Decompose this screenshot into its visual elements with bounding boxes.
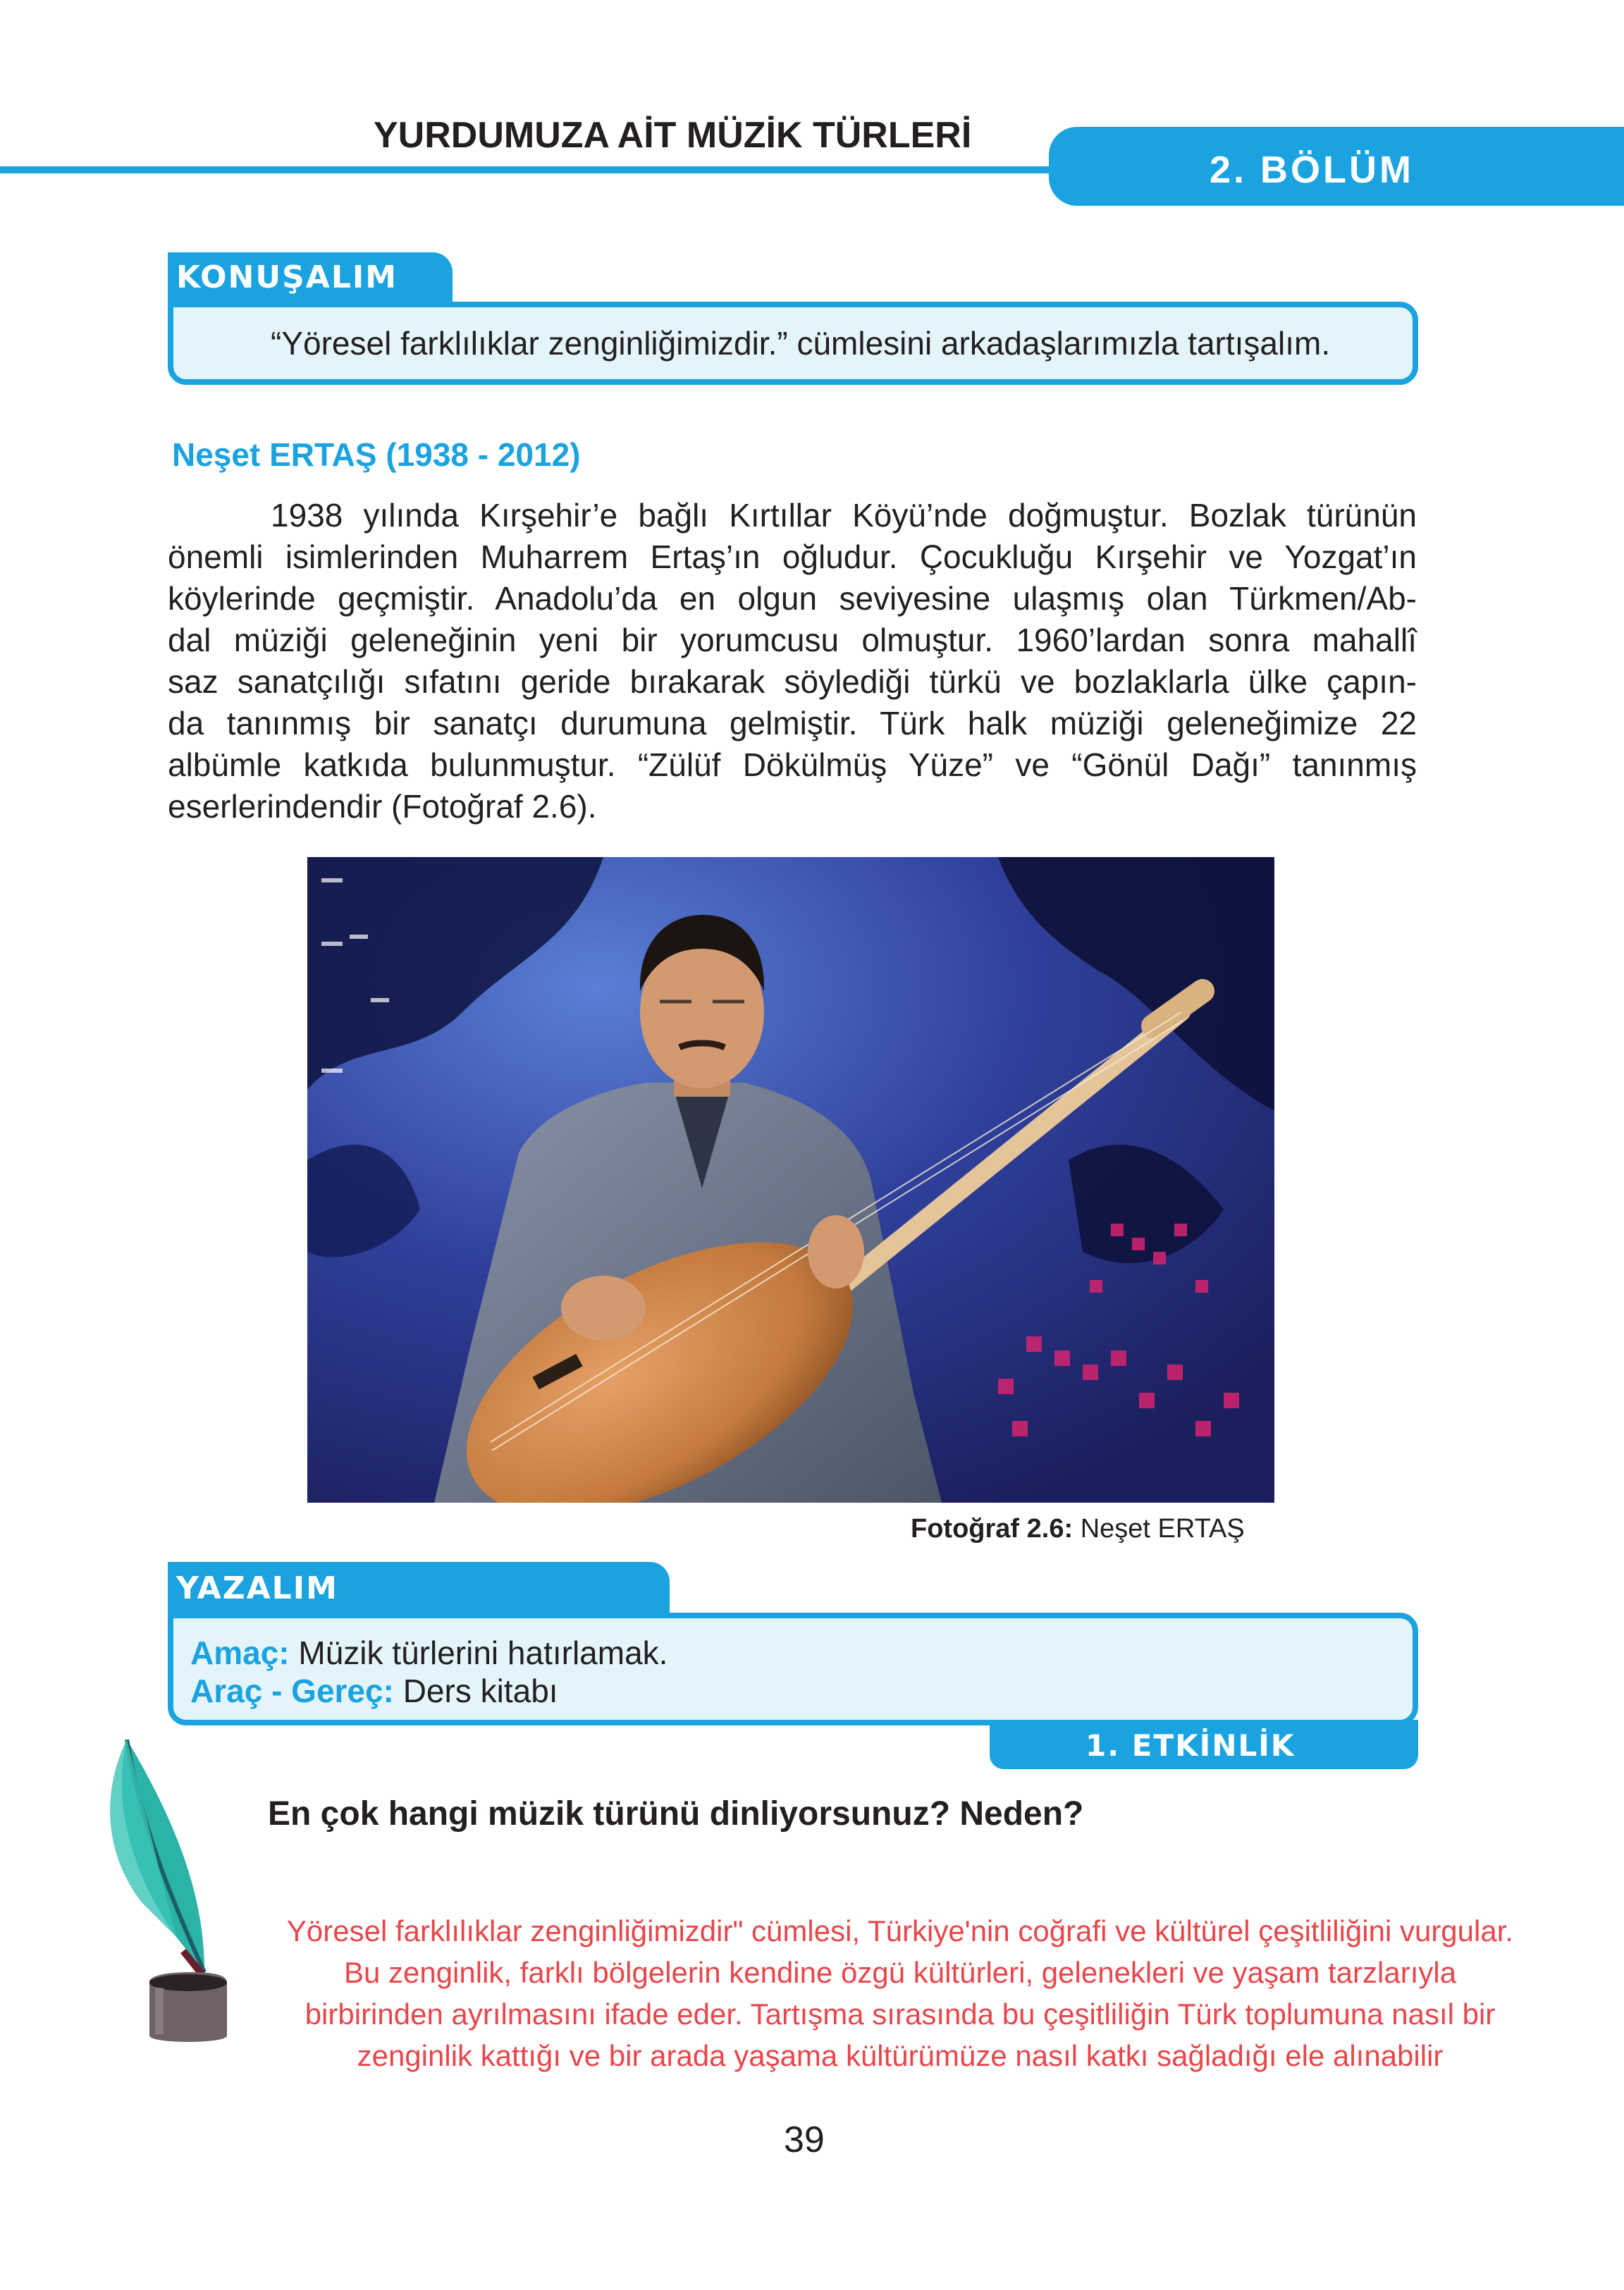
- answer-line: birbirinden ayrılmasını ifade eder. Tartışma sırasında bu çeşitliliğin Türk toplumuna nasıl bir: [304, 1997, 1496, 2031]
- photo-caption: [911, 1514, 1245, 1544]
- aim-line: [190, 1634, 668, 1672]
- yazalim-tab: YAZALIM: [168, 1562, 670, 1615]
- header-rule: [0, 166, 1050, 173]
- tools-text: Ders kitabı: [402, 1673, 558, 1709]
- biography-line: köylerinde geçmiştir. Anadolu’da en olgun seviyesine ulaşmış olan Türkmen/Ab-: [168, 580, 1417, 617]
- activity-label: 1. ETKİNLİK: [1085, 1728, 1296, 1763]
- tools-label: Araç - Gereç:: [190, 1673, 394, 1709]
- answer-line: Yöresel farklılıklar zenginliğimizdir" cümlesi, Türkiye'nin coğrafi ve kültürel çeşitliliğini vurgular.: [286, 1914, 1514, 1947]
- biography-line: önemli isimlerinden Muharrem Ertaş’ın oğludur. Çocukluğu Kırşehir ve Yozgat’ın: [168, 538, 1417, 575]
- photo-neset-ertas: [307, 857, 1274, 1503]
- answer-line: Bu zenginlik, farklı bölgelerin kendine özgü kültürleri, gelenekleri ve yaşam tarzlarıyla: [343, 1956, 1457, 1989]
- answer-text: [204, 1910, 1596, 2076]
- biography-text: [168, 495, 1417, 827]
- konusalim-text: “Yöresel farklılıklar zenginliğimizdir.” cümlesini arkadaşlarımızla tartışalım.: [271, 325, 1331, 362]
- aim-label: Amaç:: [190, 1635, 290, 1671]
- chapter-label: 2. BÖLÜM: [1210, 149, 1415, 191]
- biography-line: albümle katkıda bulunmuştur. “Zülüf Dökülmüş Yüze” ve “Gönül Dağı” tanınmış: [168, 746, 1417, 783]
- section-title: YURDUMUZA AİT MÜZİK TÜRLERİ: [374, 115, 972, 156]
- caption-label: Fotoğraf 2.6:: [911, 1514, 1074, 1544]
- aim-text: Müzik türlerini hatırlamak.: [298, 1635, 668, 1671]
- konusalim-tab: KONUŞALIM: [168, 252, 453, 303]
- biography-line: 1938 yılında Kırşehir’e bağlı Kırtıllar Köyü’nde doğmuştur. Bozlak türünün: [271, 497, 1417, 534]
- activity-question: En çok hangi müzik türünü dinliyorsunuz? Neden?: [268, 1795, 1084, 1833]
- tools-line: [190, 1672, 558, 1710]
- page-number: 39: [784, 2119, 825, 2160]
- answer-line: zenginlik kattığı ve bir arada yaşama kültürümüze nasıl katkı sağladığı ele alınabilir: [357, 2039, 1444, 2072]
- caption-text: Neşet ERTAŞ: [1080, 1514, 1245, 1544]
- biography-line: saz sanatçılığı sıfatını geride bırakarak söylediği türkü ve bozlaklarla ülke çapın-: [168, 663, 1417, 700]
- biography-line: dal müziği geleneğinin yeni bir yorumcusu olmuştur. 1960’lardan sonra mahallî: [168, 622, 1417, 658]
- biography-title: Neşet ERTAŞ (1938 - 2012): [172, 436, 581, 473]
- biography-line: da tanınmış bir sanatçı durumuna gelmiştir. Türk halk müziği geleneğimize 22: [168, 705, 1417, 741]
- biography-line: eserlerindendir (Fotoğraf 2.6).: [168, 788, 597, 825]
